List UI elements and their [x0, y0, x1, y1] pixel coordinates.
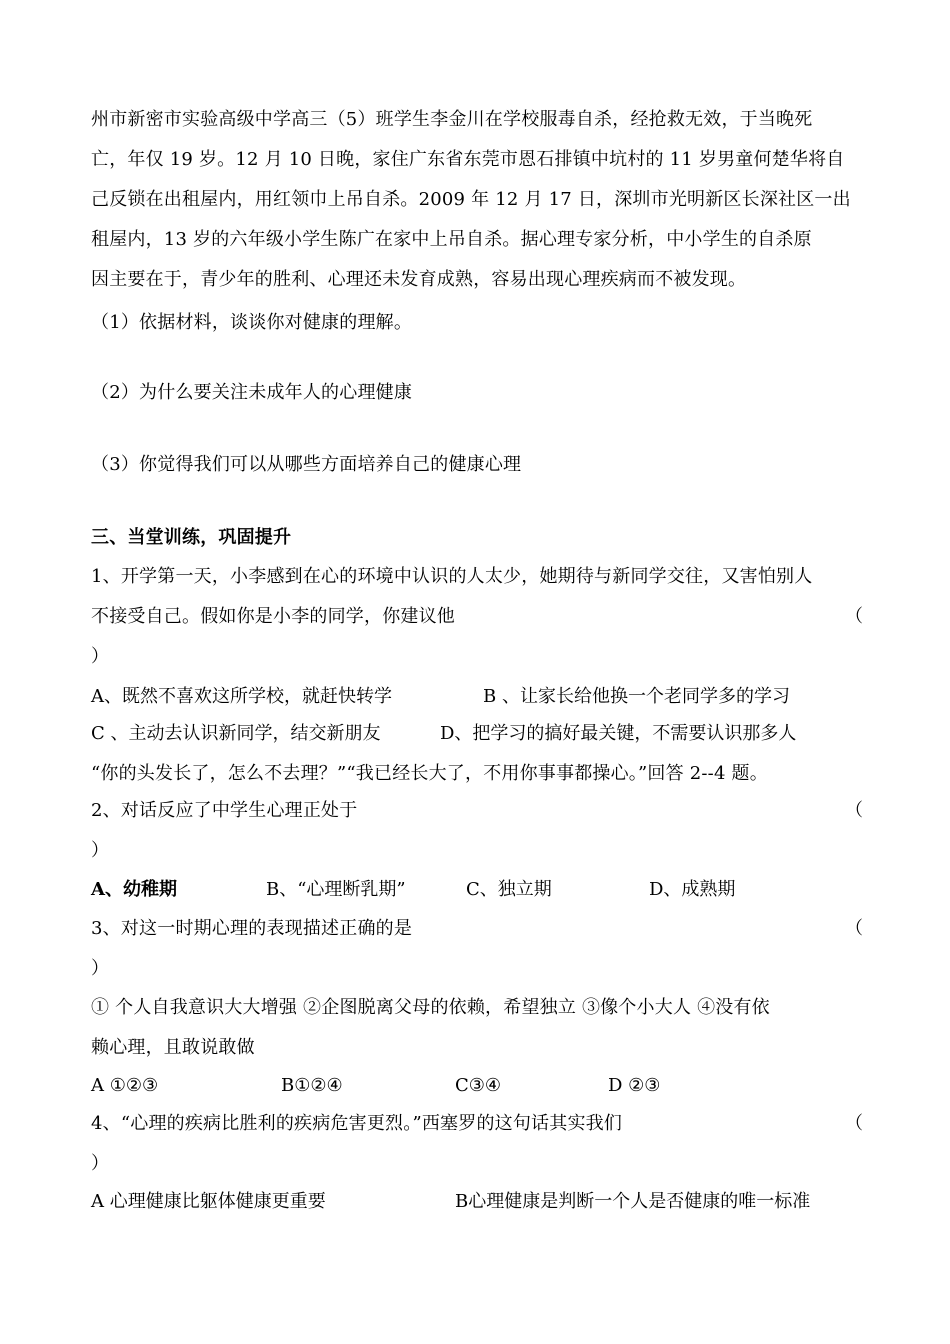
q2-option-d: D、成熟期 [649, 879, 736, 900]
q4-option-b: B心理健康是判断一个人是否健康的唯一标准 [455, 1191, 811, 1212]
q1-stem-line1: 1、开学第一天，小李感到在心的环境中认识的人太少，她期待与新同学交往，又害怕别人 [91, 566, 813, 587]
q4-open-paren: （ [845, 1113, 863, 1134]
q3-close-paren: ） [91, 958, 110, 979]
q4-option-a: A 心理健康比躯体健康更重要 [91, 1191, 326, 1212]
passage-line: 租屋内，13 岁的六年级小学生陈广在家中上吊自杀。据心理专家分析，中小学生的自杀原 [91, 229, 812, 250]
q2-option-a: A、幼稚期 [91, 879, 177, 900]
q1-stem-line2: 不接受自己。假如你是小李的同学，你建议他 [91, 606, 455, 627]
q3-option-d: D ②③ [608, 1075, 661, 1096]
q1-option-d: D、把学习的搞好最关键，不需要认识那多人 [440, 723, 797, 744]
section-heading: 三、当堂训练，巩固提升 [91, 527, 292, 548]
q2-stem: 2、对话反应了中学生心理正处于 [91, 800, 358, 821]
q3-open-paren: （ [845, 918, 863, 939]
passage-line: 亡，年仅 19 岁。12 月 10 日晚，家住广东省东莞市恩石排镇中坑村的 11 岁男童何楚华将自 [91, 149, 845, 170]
open-question-3: （3）你觉得我们可以从哪些方面培养自己的健康心理 [91, 454, 522, 475]
open-question-2: （2）为什么要关注未成年人的心理健康 [91, 382, 413, 403]
q1-option-a: A、既然不喜欢这所学校，就赶快转学 [91, 686, 392, 707]
q3-option-a: A ①②③ [91, 1075, 159, 1096]
q1-option-c: C 、主动去认识新同学，结交新朋友 [91, 723, 381, 744]
dialog-quote: “你的头发长了，怎么不去理？”“我已经长大了，不用你事事都操心。”回答 2--4 题。 [91, 763, 768, 784]
q2-close-paren: ） [91, 840, 110, 861]
q2-open-paren: （ [845, 800, 863, 821]
q1-option-b: B 、让家长给他换一个老同学多的学习 [483, 686, 790, 707]
passage-line: 因主要在于，青少年的胜利、心理还未发育成熟，容易出现心理疾病而不被发现。 [91, 269, 747, 290]
q4-close-paren: ） [91, 1153, 110, 1174]
open-question-1: （1）依据材料，谈谈你对健康的理解。 [91, 312, 413, 333]
q1-close-paren: ） [91, 646, 110, 667]
q3-items-line1: ① 个人自我意识大大增强 ②企图脱离父母的依赖，希望独立 ③像个小大人 ④没有依 [91, 997, 770, 1018]
q3-stem: 3、对这一时期心理的表现描述正确的是 [91, 918, 413, 939]
q2-option-b: B、“心理断乳期” [266, 879, 406, 900]
q2-option-c: C、独立期 [466, 879, 552, 900]
q3-items-line2: 赖心理，且敢说敢做 [91, 1037, 255, 1058]
q1-open-paren: （ [845, 606, 863, 627]
q4-stem: 4、“心理的疾病比胜利的疾病危害更烈。”西塞罗的这句话其实我们 [91, 1113, 623, 1134]
passage-line: 州市新密市实验高级中学高三（5）班学生李金川在学校服毒自杀，经抢救无效，于当晚死 [91, 109, 813, 130]
q3-option-b: B①②④ [281, 1075, 343, 1096]
q3-option-c: C③④ [455, 1075, 502, 1096]
passage-line: 己反锁在出租屋内，用红领巾上吊自杀。2009 年 12 月 17 日，深圳市光明新区长深社区一出 [91, 189, 851, 210]
